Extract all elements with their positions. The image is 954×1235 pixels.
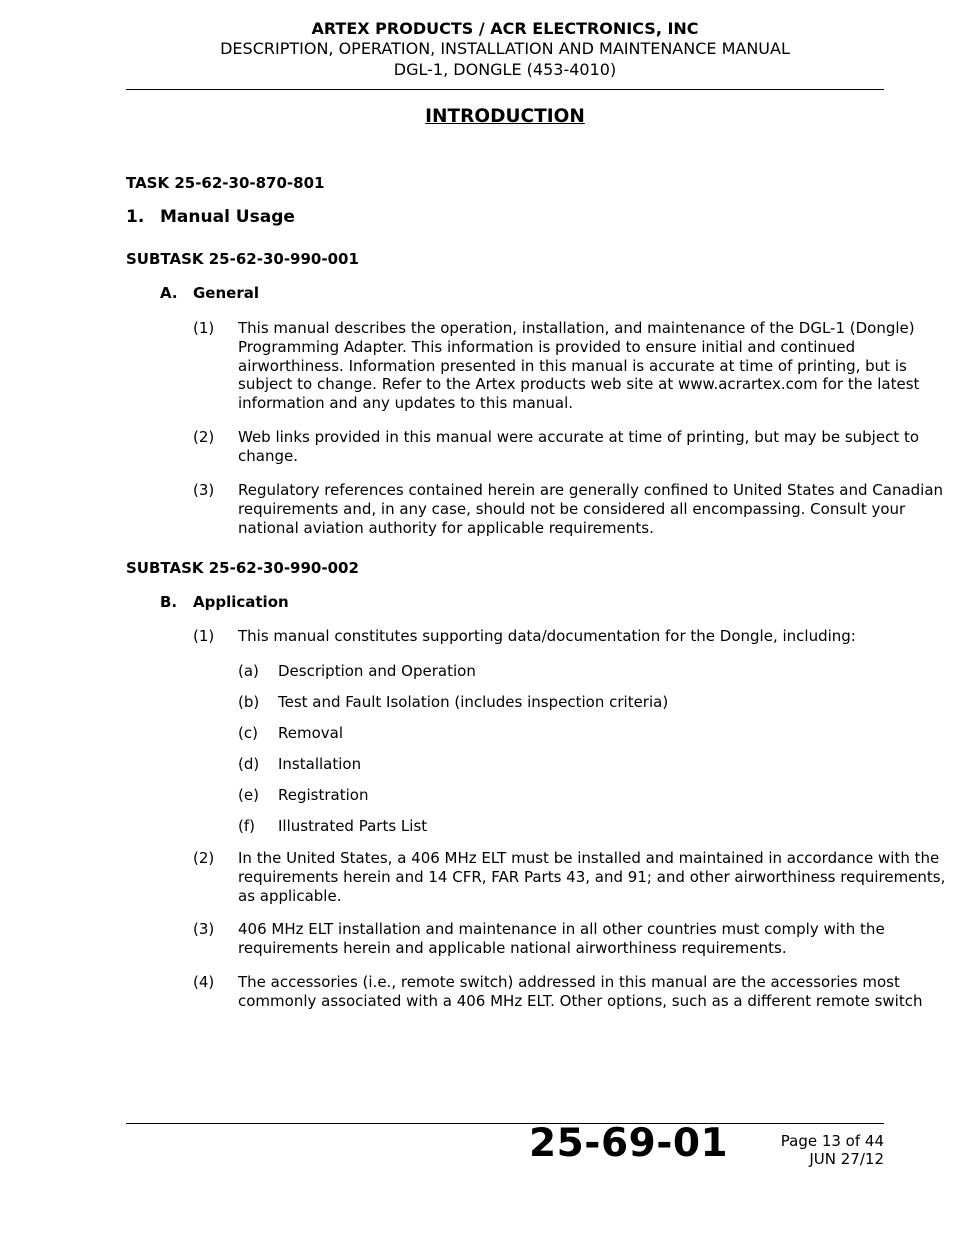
subitem-letter: (e) <box>238 786 259 804</box>
document-code: 25-69-01 <box>529 1121 729 1166</box>
paragraph-line: This manual describes the operation, installation, and maintenance of the DGL-1 (Dongle) <box>238 319 915 337</box>
subitem-text: Test and Fault Isolation (includes inspection criteria) <box>278 693 669 711</box>
page-title: INTRODUCTION <box>425 106 585 127</box>
paragraph-line: as applicable. <box>238 886 342 905</box>
subitem-letter: (b) <box>238 693 260 711</box>
subitem-letter: (a) <box>238 662 259 680</box>
paragraph-line: Programming Adapter. This information is provided to ensure initial and continued <box>238 337 856 356</box>
subsection-heading-application: Application <box>193 593 289 611</box>
item-number: (3) <box>193 481 215 499</box>
paragraph-us-requirements <box>238 849 946 905</box>
item-number: (1) <box>193 627 215 645</box>
paragraph-supporting-data <box>238 627 888 646</box>
paragraph-line: airworthiness. Information presented in this manual is accurate at time of printing, but is <box>238 356 907 375</box>
item-number: (3) <box>193 920 215 938</box>
revision-date: JUN 27/12 <box>809 1150 884 1168</box>
header-product: DGL-1, DONGLE (453-4010) <box>393 60 617 79</box>
paragraph-web-links <box>238 428 920 466</box>
paragraph-manual-scope <box>238 319 920 413</box>
subtask-code: SUBTASK 25-62-30-990-001 <box>126 250 359 268</box>
subitem-text: Removal <box>278 724 344 742</box>
header-company: ARTEX PRODUCTS / ACR ELECTRONICS, INC <box>311 19 699 38</box>
paragraph-line: change. <box>238 446 298 465</box>
item-number: (2) <box>193 849 215 867</box>
subitem-letter: (d) <box>238 755 260 773</box>
paragraph-line: subject to change. Refer to the Artex products web site at www.acrartex.com for the latest <box>238 375 920 394</box>
footer-divider <box>126 1123 884 1124</box>
subitem-text: Installation <box>278 755 362 773</box>
subitem-text: Illustrated Parts List <box>278 817 428 835</box>
item-number: (4) <box>193 973 215 991</box>
paragraph-line: Regulatory references contained herein are generally confined to United States and Canadian <box>238 481 944 499</box>
paragraph-line: national aviation authority for applicable requirements. <box>238 518 654 537</box>
paragraph-regulatory <box>238 481 944 537</box>
subitem-text: Description and Operation <box>278 662 476 680</box>
section-number: 1. <box>126 207 145 227</box>
subitem-text: Registration <box>278 786 369 804</box>
paragraph-line: information and any updates to this manual. <box>238 394 574 413</box>
header-manual-title: DESCRIPTION, OPERATION, INSTALLATION AND MAINTENANCE MANUAL <box>220 39 790 58</box>
header-divider <box>126 89 884 90</box>
page-number: Page 13 of 44 <box>780 1132 884 1150</box>
subitem-letter: (f) <box>238 817 255 835</box>
paragraph-line: requirements and, in any case, should not be considered all encompassing. Consult your <box>238 499 906 518</box>
paragraph-line: 406 MHz ELT installation and maintenance in all other countries must comply with the <box>238 920 885 938</box>
subitem-letter: (c) <box>238 724 258 742</box>
paragraph-line: requirements herein and applicable national airworthiness requirements. <box>238 938 787 957</box>
item-number: (1) <box>193 319 215 337</box>
item-number: (2) <box>193 428 215 446</box>
paragraph-accessories <box>238 973 923 1011</box>
subsection-letter: A. <box>160 284 178 302</box>
section-heading: Manual Usage <box>160 207 295 227</box>
paragraph-line: This manual constitutes supporting data/documentation for the Dongle, including: <box>238 627 856 645</box>
paragraph-other-countries <box>238 920 888 958</box>
subsection-heading-general: General <box>193 284 259 302</box>
paragraph-line: Web links provided in this manual were accurate at time of printing, but may be subject to <box>238 428 920 446</box>
subtask-code: SUBTASK 25-62-30-990-002 <box>126 559 359 577</box>
subsection-letter: B. <box>160 593 178 611</box>
paragraph-line: requirements herein and 14 CFR, FAR Parts 43, and 91; and other airworthiness requirements, <box>238 867 946 886</box>
paragraph-line: commonly associated with a 406 MHz ELT. Other options, such as a different remote switch <box>238 991 923 1010</box>
paragraph-line: In the United States, a 406 MHz ELT must be installed and maintained in accordance with the <box>238 849 940 867</box>
task-code: TASK 25-62-30-870-801 <box>126 174 325 192</box>
paragraph-line: The accessories (i.e., remote switch) addressed in this manual are the accessories most <box>238 973 900 991</box>
